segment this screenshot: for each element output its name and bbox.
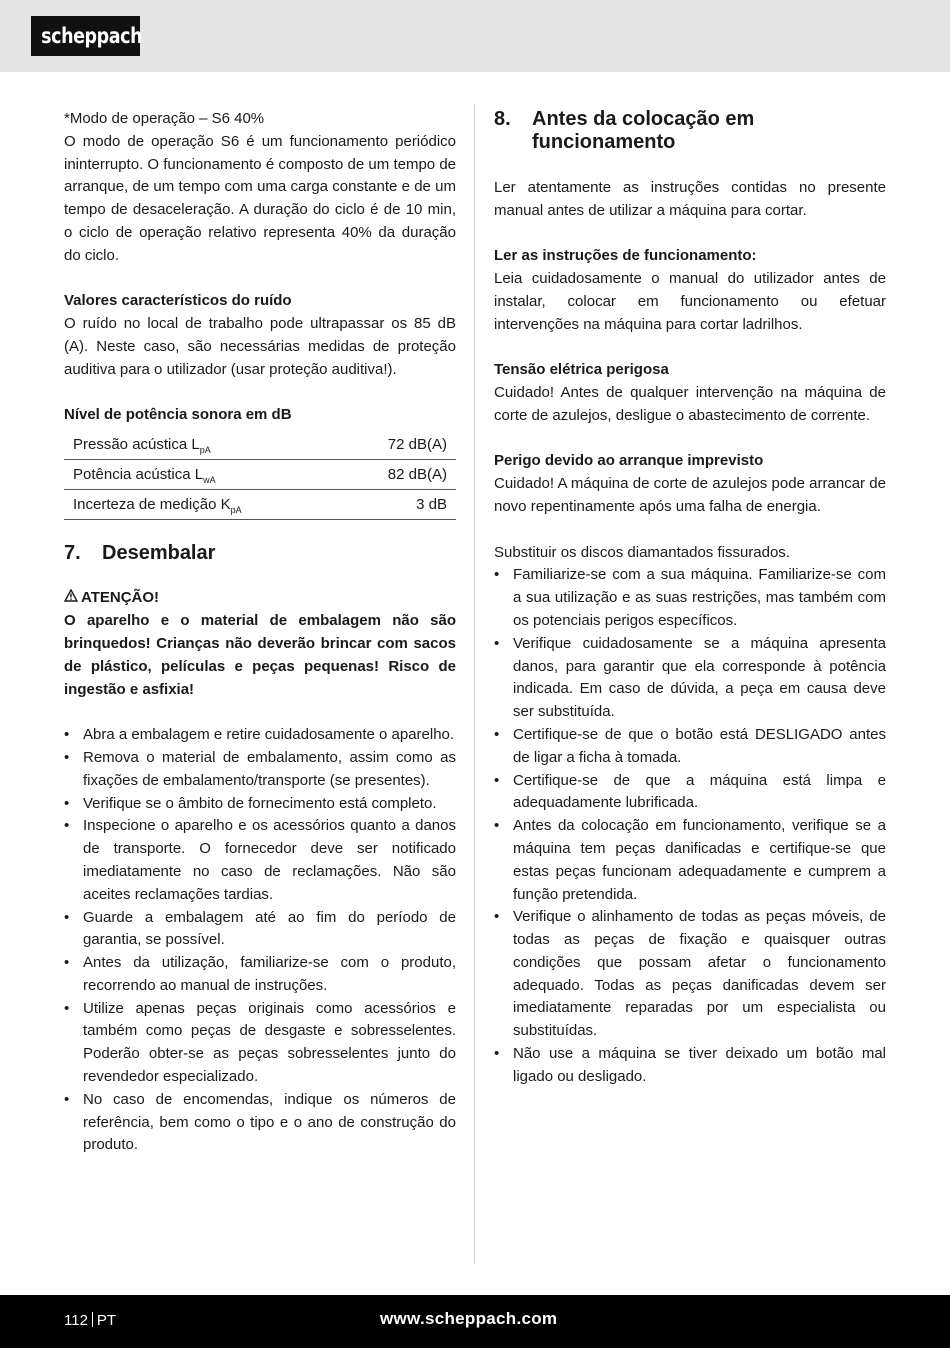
warning-triangle-icon (64, 587, 81, 610)
table-row (64, 430, 456, 459)
sound-label: Pressão acústica $L_{pA}$ (73, 436, 211, 456)
sound-table (64, 430, 456, 519)
s6-text: O modo de operação S6 é um funcionamento periódico ininterrupto. O funcionamento é composto de um tempo de arranque, de um tempo com uma carga constante e de um tempo de desaceleração. A duração do ciclo é de 10 min, o ciclo de operação relativo representa 40% da duração do ciclo. (64, 132, 456, 264)
list-item: • Guarde a embalagem até ao fim do período de garantia, se possível. (64, 907, 456, 953)
sound-value: 82 dB(A) (387, 465, 447, 483)
table-row (64, 489, 456, 519)
instructions-title: Ler as instruções de funcionamento: (494, 247, 757, 265)
section-8-heading: 8. Antes da colocação em funcionamento (494, 108, 755, 153)
footer-band (0, 1295, 950, 1348)
list-item: • Familiarize-se com a sua máquina. Familiarize-se com a sua utilização e as suas restrições, mas também com os potenciais perigos específicos. (494, 564, 886, 632)
list-item: • Antes da utilização, familiarize-se com o produto, recorrendo ao manual de instruções. (64, 952, 456, 998)
list-item: • Verifique cuidadosamente se a máquina apresenta danos, para garantir que ela corresponde à potência indicada. Em caso de dúvida, a peça em causa deve ser substituída. (494, 633, 886, 724)
table-row (64, 459, 456, 489)
voltage-text: Cuidado! Antes de qualquer intervenção na máquina de corte de azulejos, desligue o abastecimento de corrente. (494, 383, 886, 424)
startup-text: Cuidado! A máquina de corte de azulejos pode arrancar de novo repentinamente após uma falha de energia. (494, 475, 886, 515)
replace-text: Substituir os discos diamantados fissurados. (494, 543, 790, 561)
list-item: • Verifique o alinhamento de todas as peças móveis, de todas as peças de fixação e quaisquer outras condições que possam afetar o funcionamento adequado. Todas as peças danificadas devem ser imediatamente reparadas por um especialista ou substituídas. (494, 906, 886, 1043)
sound-value: 72 dB(A) (387, 436, 447, 454)
scheppach-logo: scheppach (31, 16, 140, 56)
list-item: • Inspecione o aparelho e os acessórios quanto a danos de transporte. O fornecedor deve ser notificado imediatamente no caso de reclamações. Não são aceites reclamações tardias. (64, 815, 456, 906)
instructions-text: Leia cuidadosamente o manual do utilizador antes de instalar, colocar em funcionamento ou efetuar intervenções na máquina para cortar ladrilhos. (494, 269, 886, 333)
list-item: • No caso de encomendas, indique os números de referência, bem como o tipo e o ano de construção do produto. (64, 1089, 456, 1157)
noise-text: O ruído no local de trabalho pode ultrapassar os 85 dB (A). Neste caso, são necessárias medidas de proteção auditiva para o utilizador (usar proteção auditiva!). (64, 315, 456, 378)
voltage-title: Tensão elétrica perigosa (494, 361, 669, 379)
startup-title: Perigo devido ao arranque imprevisto (494, 452, 764, 470)
sound-value: 3 dB (416, 495, 447, 513)
list-item: • Certifique-se de que a máquina está limpa e adequadamente lubrificada. (494, 770, 886, 816)
sound-label: Potência acústica $L_{wA}$ (73, 465, 216, 485)
list-item: • Remova o material de embalamento, assim como as fixações de embalamento/transporte (se presentes). (64, 747, 456, 793)
list-item: • Abra a embalagem e retire cuidadosamente o aparelho. (64, 724, 456, 747)
section-7-heading: 7. Desembalar (64, 541, 216, 564)
sound-label: Incerteza de medição $K_{pA}$ (73, 495, 242, 515)
safety-list (494, 564, 886, 1088)
header-band (0, 0, 950, 72)
noise-title: Valores característicos do ruído (64, 292, 292, 310)
right-column (494, 108, 886, 1089)
website-link[interactable]: www.scheppach.com (380, 1309, 558, 1328)
left-column (64, 108, 456, 1157)
sound-title: Nível de potência sonora em dB (64, 406, 292, 424)
list-item: • Antes da colocação em funcionamento, verifique se a máquina tem peças danificadas e certifique-se que estas peças funcionam adequadamente e cumprem a função pretendida. (494, 815, 886, 906)
footer-separator (92, 1312, 93, 1327)
warning-title: ATENÇÃO! (64, 587, 456, 610)
column-divider (474, 104, 475, 1264)
list-item: • Verifique se o âmbito de fornecimento está completo. (64, 793, 456, 816)
unpacking-list (64, 724, 456, 1157)
warning-text: O aparelho e o material de embalagem não são brinquedos! Crianças não deverão brincar com sacos de plástico, películas e peças pequenas! Risco de ingestão e asfixia! (64, 612, 456, 698)
list-item: • Certifique-se de que o botão está DESLIGADO antes de ligar a ficha à tomada. (494, 724, 886, 770)
s6-title: *Modo de operação – S6 40% (64, 110, 265, 127)
list-item: • Utilize apenas peças originais como acessórios e também como peças de desgaste e sobresselentes. Poderão obter-se as peças sobresselentes junto do revendedor especializado. (64, 998, 456, 1089)
intro-text: Ler atentamente as instruções contidas no presente manual antes de utilizar a máquina para cortar. (494, 178, 886, 219)
list-item: • Não use a máquina se tiver deixado um botão mal ligado ou desligado. (494, 1043, 886, 1089)
page-number: 112 PT (64, 1312, 117, 1329)
